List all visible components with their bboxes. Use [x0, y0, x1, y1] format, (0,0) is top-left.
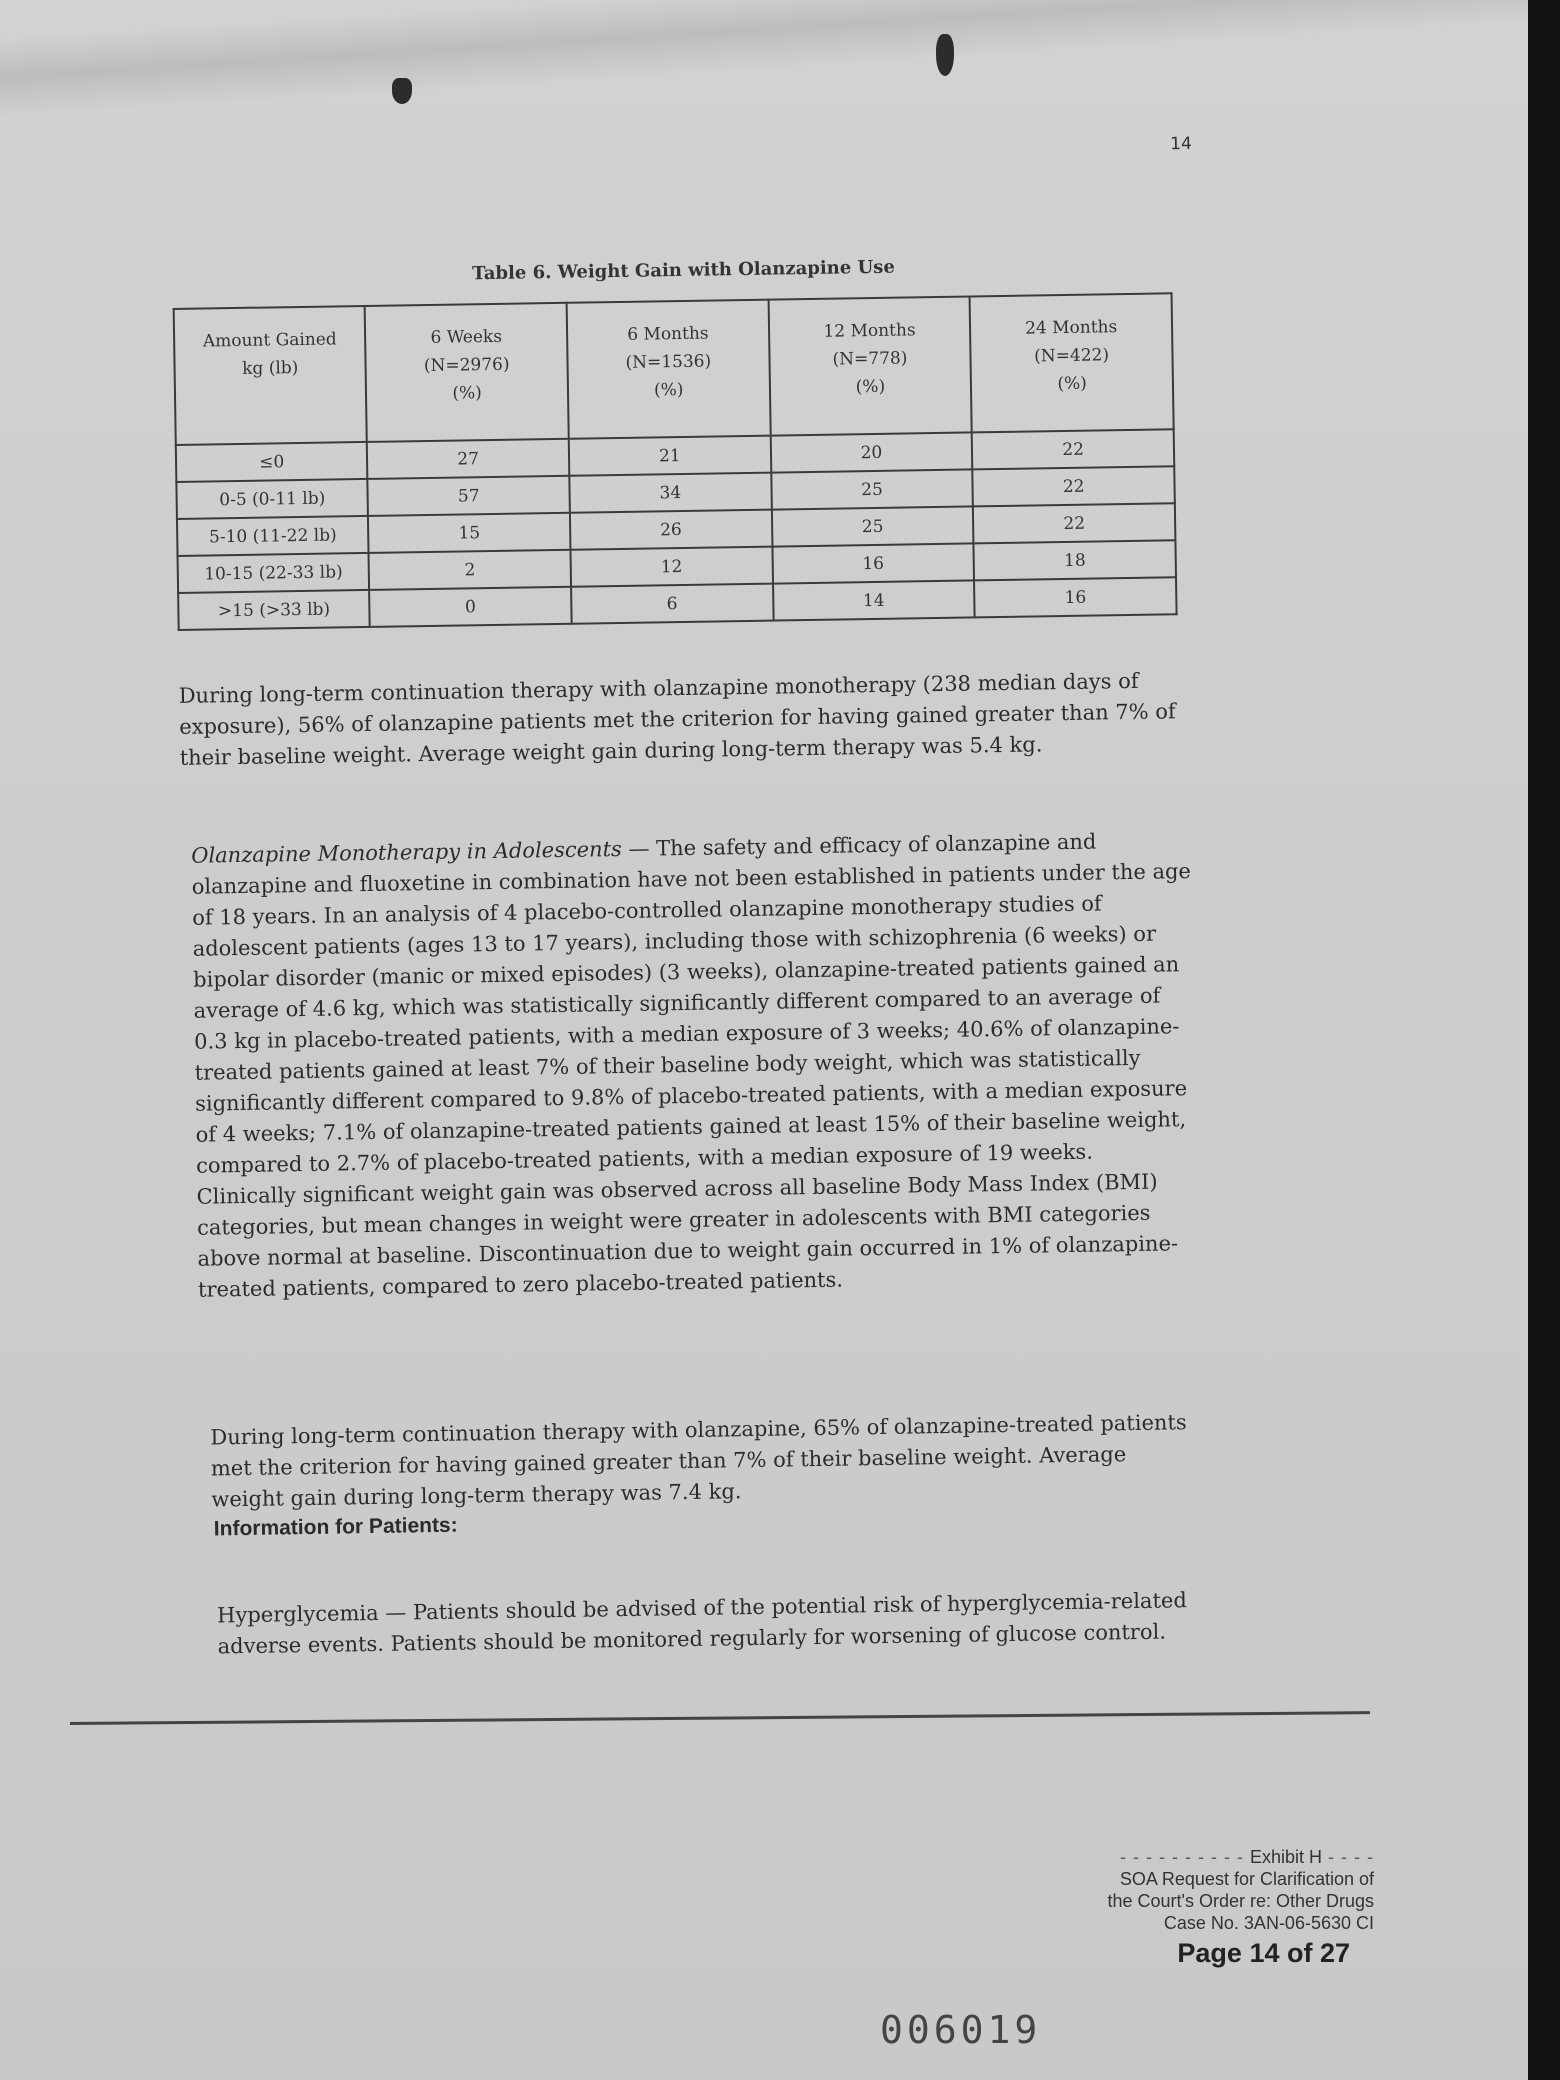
scanner-edge — [1528, 0, 1560, 2080]
dash-decoration: - - - - - - - - - - — [1120, 1847, 1250, 1867]
cell-6-weeks: 57 — [368, 476, 570, 516]
exhibit-line-1: SOA Request for Clarification of — [1119, 1869, 1374, 1889]
cell-6-months: 21 — [569, 436, 771, 476]
cell-6-weeks: 0 — [369, 587, 571, 627]
cell-amount: 10-15 (22-33 lb) — [178, 553, 370, 593]
cell-6-months: 6 — [571, 584, 773, 624]
header-label: Amount Gained — [202, 329, 337, 352]
header-sub: kg (lb) — [241, 358, 299, 379]
header-label: 24 Months — [1024, 317, 1118, 339]
header-label: 6 Months — [627, 323, 709, 345]
header-amount — [174, 306, 367, 445]
cell-amount: >15 (>33 lb) — [178, 590, 370, 630]
cell-12-months: 16 — [772, 543, 974, 583]
weight-gain-table — [173, 292, 1178, 631]
cell-24-months: 22 — [972, 429, 1174, 469]
header-sub: (N=1536) — [625, 351, 712, 373]
page-of-total: Page 14 of 27 — [1177, 1938, 1350, 1968]
cell-24-months: 16 — [974, 577, 1176, 617]
header-pct: (%) — [653, 379, 684, 401]
dash-decoration: - - - - — [1322, 1847, 1374, 1867]
binder-clip-left — [392, 78, 412, 104]
header-label: 6 Weeks — [430, 326, 503, 348]
cell-24-months: 22 — [973, 503, 1175, 543]
cell-12-months: 14 — [773, 580, 975, 620]
header-6-months — [567, 300, 771, 439]
exhibit-label-line — [1107, 1846, 1374, 1868]
cell-24-months: 22 — [973, 466, 1175, 506]
cell-amount: 5-10 (11-22 lb) — [177, 516, 369, 556]
page-number: 14 — [1170, 133, 1192, 155]
cell-amount: 0-5 (0-11 lb) — [176, 479, 368, 519]
cell-24-months: 18 — [974, 540, 1176, 580]
header-pct: (%) — [452, 383, 482, 404]
paragraph-adolescents — [191, 825, 1198, 1306]
header-6-weeks — [365, 303, 569, 442]
exhibit-case-number: Case No. 3AN-06-5630 CI — [1163, 1913, 1374, 1933]
header-pct: (%) — [1057, 373, 1087, 395]
header-pct: (%) — [855, 376, 886, 398]
paragraph-hyperglycemia: Hyperglycemia — Patients should be advised of the potential risk of hyperglycemia-related adverse events. Patients should be monitored regularly for worsening of glucose control. — [216, 1588, 1187, 1659]
cell-12-months: 20 — [770, 432, 972, 472]
exhibit-stamp — [1107, 1846, 1374, 1934]
paragraph-lead-italic: Olanzapine Monotherapy in Adolescents — [191, 836, 623, 868]
cell-6-weeks: 27 — [367, 439, 569, 479]
exhibit-line-2: the Court's Order re: Other Drugs — [1107, 1891, 1374, 1911]
cell-12-months: 25 — [771, 469, 973, 509]
fold-shadow — [0, 0, 1560, 120]
header-sub: (N=778) — [832, 348, 908, 370]
paragraph-long-term-continuation: During long-term continuation therapy with olanzapine, 65% of olanzapine-treated patients met the criterion for having gained greater than 7% of their baseline weight. Average weight gain during long-term therapy was 7.4 kg. — [210, 1410, 1187, 1512]
header-12-months — [768, 296, 972, 435]
cell-6-weeks: 15 — [368, 513, 570, 553]
section-heading: Information for Patients: — [213, 1513, 458, 1541]
cell-6-months: 26 — [570, 510, 772, 550]
cell-6-months: 12 — [570, 547, 772, 587]
horizontal-rule — [70, 1711, 1370, 1725]
exhibit-label: Exhibit H — [1249, 1847, 1323, 1867]
page-content — [170, 124, 1210, 1659]
paragraph-long-term-monotherapy: During long-term continuation therapy with olanzapine monotherapy (238 median days of exposure), 56% of olanzapine patients met the criterion for having gained greater than 7% of their baseline weight. Average weight gain during long-term therapy was 5.4 kg. — [178, 668, 1176, 770]
header-sub: (N=2976) — [423, 354, 510, 377]
header-sub: (N=422) — [1034, 345, 1110, 367]
cell-6-weeks: 2 — [369, 550, 571, 590]
table-title: Table 6. Weight Gain with Olanzapine Use — [471, 256, 895, 285]
paragraph-body: — The safety and efficacy of olanzapine and olanzapine and fluoxetine in combination have not been established in patients under the age of 18 years. In an analysis of 4 placebo-controlled olanzapine monotherapy studies of adolescent patients (ages 13 to 17 years), including those with schizophrenia (6 weeks) or bipolar disorder (manic or mixed episodes) (3 weeks), olanzapine-treated patients gained an average of 4.6 kg, which was statistically significantly different compared to an average of 0.3 kg in placebo-treated patients, with a median exposure of 3 weeks; 40.6% of olanzapine-treated patients gained at least 7% of their baseline body weight, which was statistically significantly different compared to 9.8% of placebo-treated patients, with a median exposure of 4 weeks; 7.1% of olanzapine-treated patients gained at least 15% of their baseline weight, compared to 2.7% of placebo-treated patients, with a median exposure of 19 weeks. Clinically significant weight gain was observed across all baseline Body Mass Index (BMI) categories, but mean changes in weight were greater in adolescents with BMI categories above normal at baseline. Discontinuation due to weight gain occurred in 1% of olanzapine-treated patients, compared to zero placebo-treated patients. — [191, 829, 1192, 1302]
header-label: 12 Months — [823, 320, 916, 342]
cell-amount: ≤0 — [176, 442, 368, 482]
header-24-months — [970, 293, 1174, 432]
bates-number: 006019 — [880, 2008, 1042, 2052]
binder-clip-right — [936, 34, 954, 76]
table-header-row — [174, 293, 1174, 445]
cell-6-months: 34 — [569, 473, 771, 513]
cell-12-months: 25 — [772, 506, 974, 546]
